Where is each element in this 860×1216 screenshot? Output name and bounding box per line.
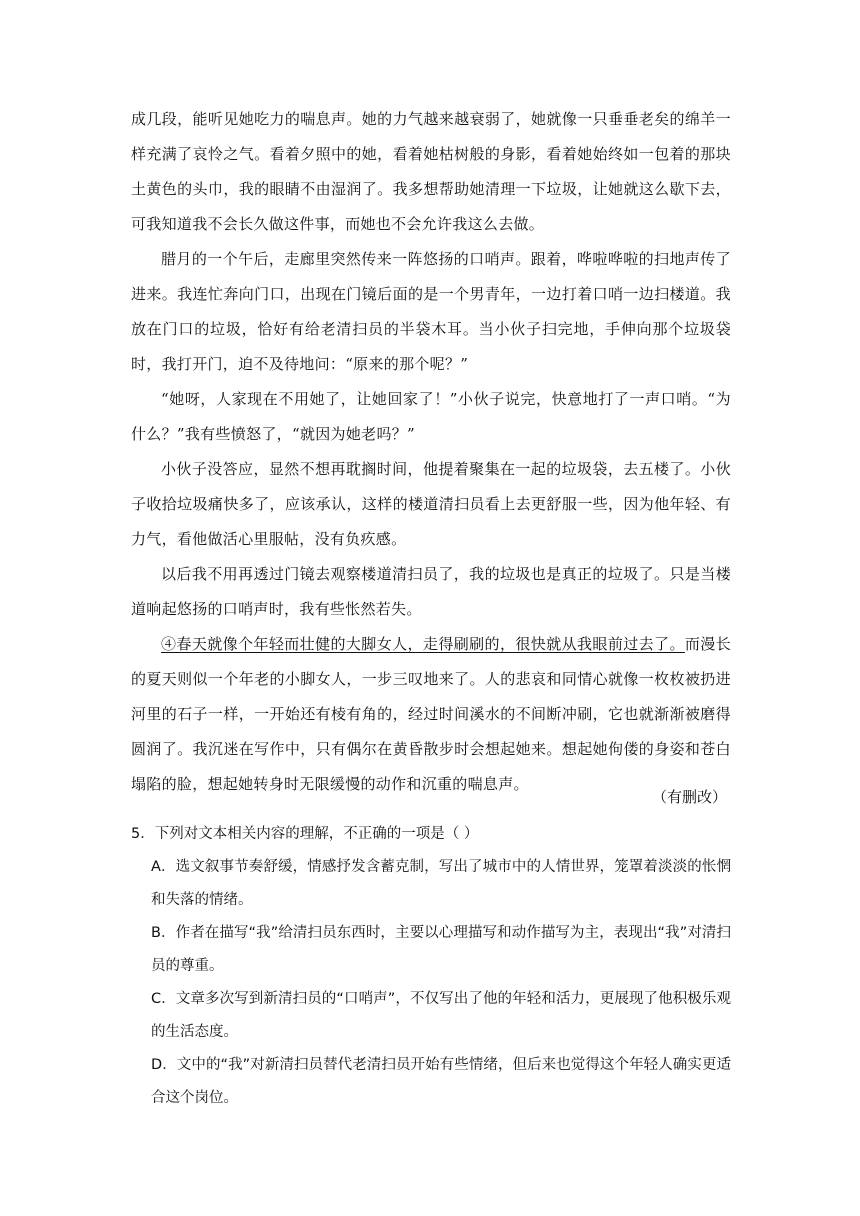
option-d [131, 1049, 731, 1115]
option-a [131, 851, 731, 917]
passage-paragraph: 腊月的一个午后，走廊里突然传来一阵悠扬的口哨声。跟着，哗啦哗啦的扫地声传了进来。我连忙奔向门口，出现在门镜后面的是一个男青年，一边打着口哨一边扫楼道。我放在门口的垃圾，恰好有给老清扫员的半袋木耳。当小伙子扫完地，手伸向那个垃圾袋时，我打开门，迫不及待地问：“原来的那个呢？” [131, 250, 731, 373]
passage-text [131, 102, 731, 802]
passage-paragraph [131, 627, 731, 802]
passage-paragraph: 以后我不用再透过门镜去观察楼道清扫员了，我的垃圾也是真正的垃圾了。只是当楼道响起悠扬的口哨声时，我有些怅然若失。 [131, 565, 731, 618]
option-text: 选文叙事节奏舒缓，情感抒发含蓄克制，写出了城市中的人情世界，笼罩着淡淡的怅惘和失落的情绪。 [151, 859, 731, 908]
passage-paragraph: 成几段，能听见她吃力的喘息声。她的力气越来越衰弱了，她就像一只垂垂老矣的绵羊一样充满了哀怜之气。看着夕照中的她，看着她枯树般的身影，看着她始终如一包着的那块土黄色的头巾，我的眼睛不由湿润了。我多想帮助她清理一下垃圾，让她就这么歇下去，可我知道我不会长久做这件事，而她也不会允许我这么去做。 [131, 110, 731, 233]
passage-paragraph: “她呀，人家现在不用她了，让她回家了！”小伙子说完，快意地打了一声口哨。“为什么？”我有些愤怒了，“就因为她老吗？” [131, 390, 731, 443]
option-c [131, 983, 731, 1049]
source-note: （有删改） [651, 788, 727, 806]
option-text: 文章多次写到新清扫员的“口哨声”，不仅写出了他的年轻和活力，更展现了他积极乐观的生活态度。 [151, 991, 732, 1040]
option-key: B． [151, 925, 176, 941]
passage-paragraph: 小伙子没答应，显然不想再耽搁时间，他提着聚集在一起的垃圾袋，去五楼了。小伙子收拾垃圾痛快多了，应该承认，这样的楼道清扫员看上去更舒服一些，因为他年轻、有力气，看他做活心里服帖，没有负疚感。 [131, 460, 731, 548]
option-key: D． [151, 1057, 177, 1073]
underlined-sentence: ④春天就像个年轻而壮健的大脚女人，走得刷刷的，很快就从我眼前过去了。 [161, 635, 685, 653]
question-block [131, 818, 731, 1115]
option-key: A． [151, 859, 176, 875]
option-text: 文中的“我”对新清扫员替代老清扫员开始有些情绪，但后来也觉得这个年轻人确实更适合这个岗位。 [151, 1057, 731, 1106]
option-key: C． [151, 991, 176, 1007]
question-stem: 5．下列对文本相关内容的理解，不正确的一项是（ ） [131, 826, 479, 842]
paragraph-continuation: 而漫长的夏天则似一个年老的小脚女人，一步三叹地来了。人的悲哀和同情心就像一枚枚被扔进河里的石子一样，一开始还有棱有角的，经过时间溪水的不间断冲刷，它也就渐渐被磨得圆润了。我沉迷在写作中，只有偶尔在黄昏散步时会想起她来。想起她佝偻的身姿和苍白塌陷的脸，想起她转身时无限缓慢的动作和沉重的喘息声。 [131, 635, 731, 793]
option-b [131, 917, 731, 983]
option-text: 作者在描写“我”给清扫员东西时，主要以心理描写和动作描写为主，表现出“我”对清扫员的尊重。 [151, 925, 731, 974]
